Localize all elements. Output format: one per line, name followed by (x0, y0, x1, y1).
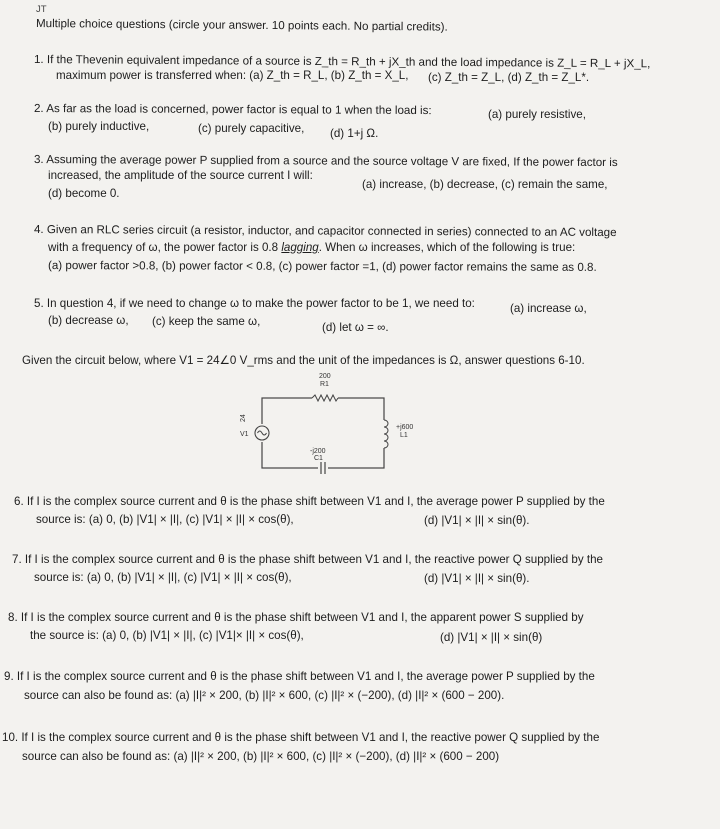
q2-option-d: (d) 1+j Ω. (330, 127, 379, 140)
q2-option-b: (b) purely inductive, (48, 120, 150, 133)
q10-line1: 10. If I is the complex source current and θ is the phase shift between V1 and I, the reactive power Q supplied by the (2, 731, 600, 744)
v1-value: 24 (240, 414, 247, 422)
q2-line1: 2. As far as the load is concerned, power factor is equal to 1 when the load is: (33, 102, 432, 118)
q6-line2a: source is: (a) 0, (b) |V1| × |I|, (c) |V1| × |I| × cos(θ), (36, 513, 294, 526)
q7-line2a: source is: (a) 0, (b) |V1| × |I|, (c) |V1| × |I| × cos(θ), (34, 571, 292, 584)
r1-value: 200 (319, 373, 331, 380)
q10-line2: source can also be found as: (a) |I|² × 200, (b) |I|² × 600, (c) |I|² × (−200), (d) |I|² × (600 − 200) (22, 750, 500, 763)
c1-value: -j200 (310, 448, 326, 455)
q3-options: (a) increase, (b) decrease, (c) remain the same, (362, 178, 608, 191)
q4-line3: (a) power factor >0.8, (b) power factor < 0.8, (c) power factor =1, (d) power factor remains the same as 0.8. (47, 259, 597, 274)
q5-option-d: (d) let ω = ∞. (322, 321, 389, 334)
q6-line1: 6. If I is the complex source current and θ is the phase shift between V1 and I, the average power P supplied by the (14, 495, 605, 508)
instructions: Multiple choice questions (circle your answer. 10 points each. No partial credits). (35, 17, 448, 34)
q4-line2 (48, 240, 575, 255)
q1-line2a: maximum power is transferred when: (a) Z_th = R_L, (b) Z_th = X_L, (56, 69, 409, 82)
q4-lagging: lagging (281, 241, 319, 254)
c1-name: C1 (314, 455, 323, 462)
q3-line1: 3. Assuming the average power P supplied from a source and the source voltage V are fixed, If the power factor is (33, 153, 618, 170)
q8-line2a: the source is: (a) 0, (b) |V1| × |I|, (c) |V1|× |I| × cos(θ), (30, 629, 304, 642)
q3-line3: (d) become 0. (48, 187, 120, 200)
given-circuit-text: Given the circuit below, where V1 = 24∠0 V_rms and the unit of the impedances is Ω, answer questions 6-10. (22, 354, 585, 367)
q8-line2b: (d) |V1| × |I| × sin(θ) (440, 631, 543, 644)
initials: JT (36, 4, 47, 15)
q4-line2a: with a frequency of ω, the power factor is 0.8 (48, 241, 279, 254)
circuit-diagram (240, 370, 440, 485)
q9-line2: source can also be found as: (a) |I|² × 200, (b) |I|² × 600, (c) |I|² × (−200), (d) |I|² × (600 − 200). (24, 689, 505, 702)
circuit-wire-loop (262, 398, 384, 468)
q9-line1: 9. If I is the complex source current and θ is the phase shift between V1 and I, the average power P supplied by the (4, 670, 595, 683)
q5-option-b: (b) decrease ω, (48, 314, 129, 327)
q4-line2b: . When ω increases, which of the following is true: (318, 241, 576, 254)
q7-line2b: (d) |V1| × |I| × sin(θ). (424, 572, 530, 585)
q5-option-c: (c) keep the same ω, (152, 315, 261, 328)
q5-option-a: (a) increase ω, (510, 302, 587, 315)
q8-line1: 8. If I is the complex source current and θ is the phase shift between V1 and I, the apparent power S supplied by (8, 611, 584, 624)
q1-line2b: (c) Z_th = Z_L, (d) Z_th = Z_L*. (428, 71, 590, 84)
l1-value: +j600 (396, 424, 414, 431)
q6-line2b: (d) |V1| × |I| × sin(θ). (424, 514, 530, 527)
capacitor-gap (318, 463, 328, 473)
q2-option-c: (c) purely capacitive, (198, 122, 305, 135)
q1-line1: 1. If the Thevenin equivalent impedance of a source is Z_th = R_th + jX_th and the load impedance is Z_L = R_L + jX_L, (33, 53, 651, 71)
q4-line1: 4. Given an RLC series circuit (a resistor, inductor, and capacitor connected in series) connected to an AC voltage (33, 223, 617, 240)
l1-name: L1 (400, 432, 408, 439)
q7-line1: 7. If I is the complex source current and θ is the phase shift between V1 and I, the reactive power Q supplied by the (12, 553, 603, 566)
q5-line1: 5. In question 4, if we need to change ω to make the power factor to be 1, we need to: (34, 297, 475, 310)
r1-name: R1 (320, 381, 329, 388)
q2-option-a: (a) purely resistive, (488, 108, 586, 121)
v1-name: V1 (240, 431, 249, 438)
q3-line2: increased, the amplitude of the source current I will: (48, 169, 313, 182)
